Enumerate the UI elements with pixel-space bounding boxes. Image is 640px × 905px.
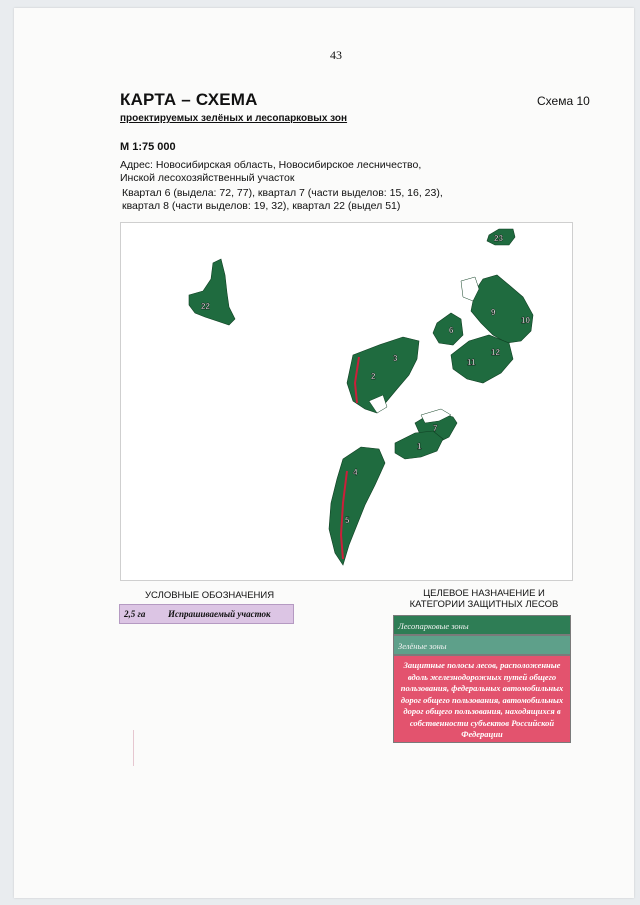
quarters-line-1: Квартал 6 (выдела: 72, 77), квартал 7 (части выделов: 15, 16, 23), <box>122 187 443 199</box>
categories-title <box>396 588 572 610</box>
legend-item-area: 2,5 га <box>124 609 146 619</box>
category-protective-strips: Защитные полосы лесов, расположенные вдоль железнодорожных путей общего пользования, федеральных автомобильных дорог общего пользования, автомобильных дорог общего пользования, находящихся в собственности субъектов Российской Федерации <box>393 655 571 743</box>
address-line-2: Инской лесохозяйственный участок <box>120 172 295 184</box>
label-10: 10 <box>521 316 530 325</box>
plot-22 <box>189 259 235 325</box>
category-forest-park: Лесопарковые зоны <box>393 615 571 635</box>
plot-11-12 <box>451 335 513 383</box>
categories-title-line-2: КАТЕГОРИИ ЗАЩИТНЫХ ЛЕСОВ <box>409 599 559 610</box>
map-scale: М 1:75 000 <box>120 141 176 153</box>
label-1: 1 <box>417 442 422 451</box>
categories-title-line-1: ЦЕЛЕВОЕ НАЗНАЧЕНИЕ И <box>423 588 545 599</box>
plot-6 <box>433 313 463 345</box>
legend-title: УСЛОВНЫЕ ОБОЗНАЧЕНИЯ <box>145 590 275 601</box>
quarters-line-2: квартал 8 (части выделов: 19, 32), квартал 22 (выдел 51) <box>122 200 401 212</box>
page-title: КАРТА – СХЕМА <box>120 90 258 109</box>
forest-map <box>121 223 572 580</box>
margin-mark <box>133 730 134 766</box>
scheme-label: Схема 10 <box>537 94 590 108</box>
legend-item-label: Испрашиваемый участок <box>168 609 271 619</box>
quarters-block <box>122 187 462 213</box>
label-7: 7 <box>433 424 438 433</box>
label-22: 22 <box>201 302 210 311</box>
address-line-1: Адрес: Новосибирская область, Новосибирское лесничество, <box>120 159 422 171</box>
legend-item-requested-plot <box>119 604 294 624</box>
label-2: 2 <box>371 372 376 381</box>
label-11: 11 <box>467 358 476 367</box>
label-9: 9 <box>491 308 496 317</box>
address-block <box>120 159 450 185</box>
label-5: 5 <box>345 516 350 525</box>
label-23: 23 <box>494 234 503 243</box>
page-number: 43 <box>330 48 342 62</box>
page-subtitle: проектируемых зелёных и лесопарковых зон <box>120 113 348 124</box>
label-12: 12 <box>491 348 500 357</box>
label-4: 4 <box>353 468 358 477</box>
category-green-zones: Зелёные зоны <box>393 635 571 655</box>
label-3: 3 <box>393 354 398 363</box>
plot-9-10 <box>471 275 533 343</box>
map-frame <box>120 222 573 581</box>
label-6: 6 <box>449 326 454 335</box>
plot-4-5 <box>329 447 385 565</box>
